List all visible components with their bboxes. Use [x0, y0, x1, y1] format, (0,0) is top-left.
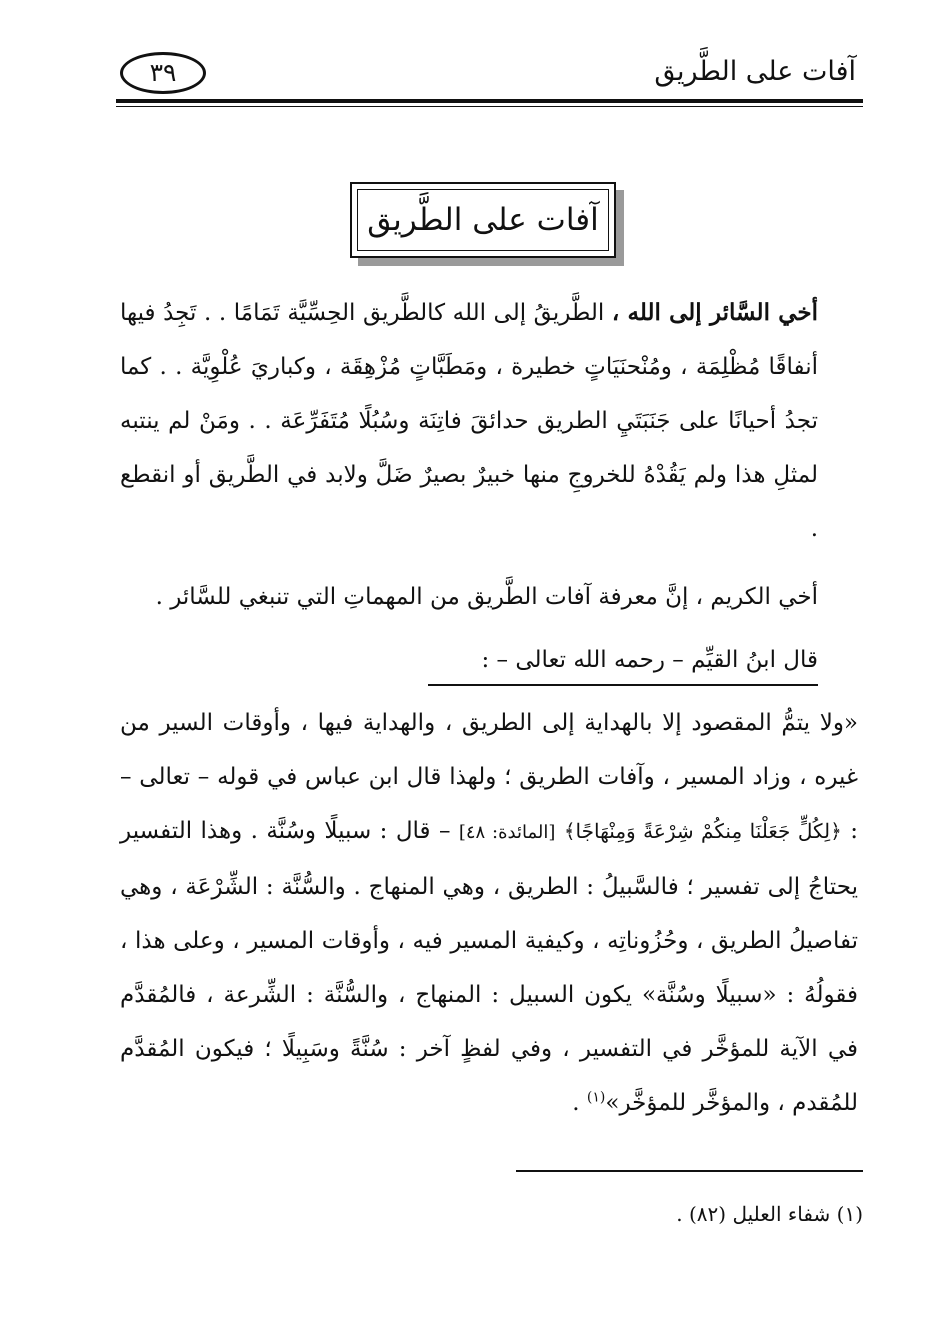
- paragraph-1-text: الطَّريقُ إلى الله كالطَّريق الحِسِّيَّة تَمَامًا . . تَجِدُ فيها أنفاقًا مُظْلِمَة ، ومُنْحنَيَاتٍ خطيرة ، ومَطَبَّاتٍ مُزْهِقَة ، وكباريَ عُلْوِيَّة . . كما تجدُ أحيانًا على جَنَبَتَيِ الطريق حدائقَ فاتِنَة وسُبُلًا مُتَفَرِّعَة . . ومَنْ لم ينتبه لمثلِ هذا ولم يَقُدْهُ للخروجِ منها خبيرٌ بصيرٌ ضَلَّ ولابد في الطَّريق أو انقطع .: [120, 300, 818, 542]
- running-header-title: آفات على الطَّريق: [654, 56, 856, 87]
- quote-end: .: [572, 1090, 580, 1116]
- quote-part-1: «ولا يتمُّ المقصود إلا بالهداية إلى الطريق ، والهداية فيها ، وأوقات السير من غيره ، وزاد المسير ، وآفات الطريق ؛ ولهذا قال ابن عباس في قوله – تعالى – :: [120, 710, 858, 844]
- paragraph-2: أخي الكريم ، إنَّ معرفة آفات الطَّريق من المهماتِ التي تنبغي للسَّائر .: [155, 584, 818, 610]
- quote-intro: قال ابنُ القيِّم – رحمه الله تعالى – :: [481, 647, 818, 673]
- header-rule-thick: [116, 99, 863, 103]
- chapter-title: آفات على الطَّريق: [367, 202, 599, 238]
- chapter-title-frame: [350, 182, 616, 258]
- quran-verse: ﴿لِكُلٍّ جَعَلْنَا مِنكُمْ شِرْعَةً وَمِنْهَاجًا﴾: [563, 819, 842, 843]
- verse-reference: [المائدة: ٤٨]: [458, 822, 556, 843]
- quote-paragraph: [120, 696, 858, 1130]
- page-number-badge: ٣٩: [120, 52, 206, 94]
- footnote: (١) شفاء العليل (٨٢) .: [676, 1202, 863, 1226]
- quote-intro-underline: [428, 684, 818, 686]
- paragraph-1: [120, 286, 818, 556]
- header-rule-thin: [116, 106, 863, 107]
- footnote-marker: (١): [586, 1089, 606, 1106]
- paragraph-1-lead: أخي السَّائر إلى الله ،: [611, 299, 818, 326]
- footnote-separator: [516, 1170, 863, 1172]
- quote-part-2: – قال : سبيلًا وسُنَّة . وهذا التفسير يحتاجُ إلى تفسير ؛ فالسَّبيلُ : الطريق ، وهي المنهاج . والسُّنَّة : الشِّرْعَة ، وهي تفاصيلُ الطريق ، وحُزُوناتِه ، وكيفية المسير فيه ، وأوقات المسير ، وعلى هذا ، فقولُهُ : «سبيلًا وسُنَّة» يكون السبيل : المنهاج ، والسُّنَّة : الشِّرعة ، فالمُقدَّم في الآية للمؤخَّر في التفسير ، وفي لفظٍ آخر : سُنَّةً وسَبِيلًا ؛ فيكون المُقدَّم للمُقدم ، والمؤخَّر للمؤخَّر»: [120, 818, 858, 1116]
